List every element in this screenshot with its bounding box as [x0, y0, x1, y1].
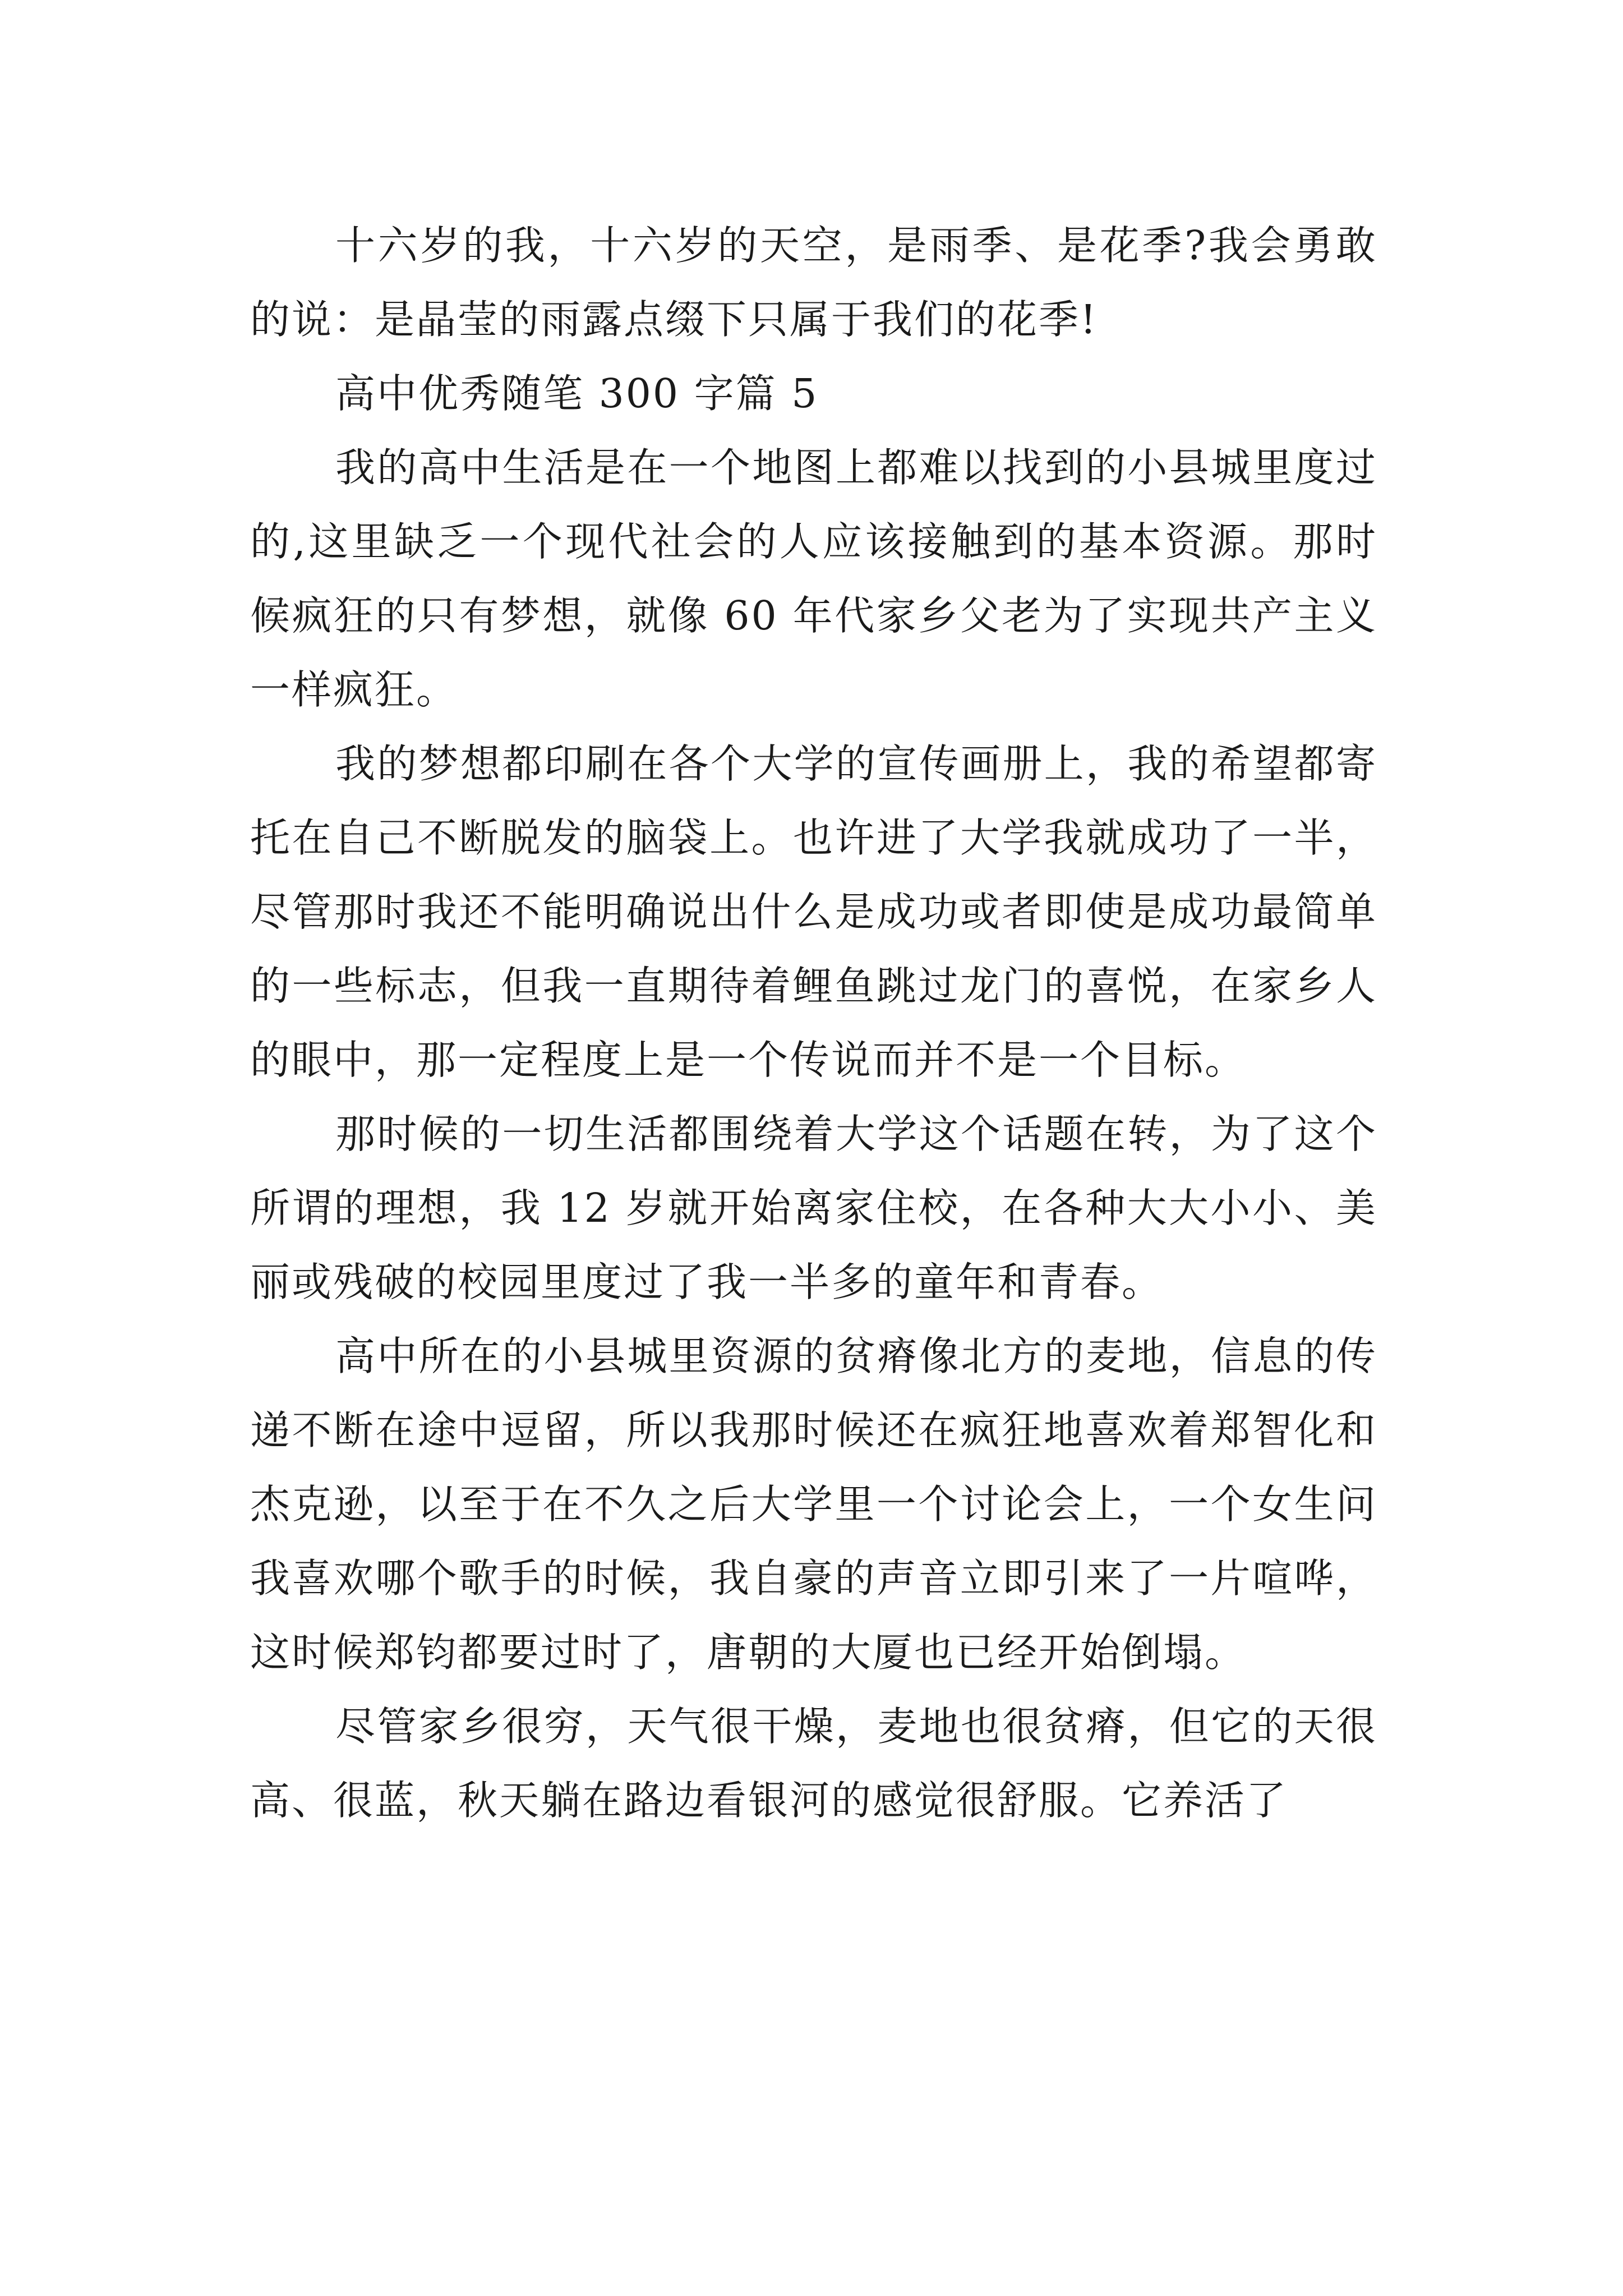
paragraph-4: 那时候的一切生活都围绕着大学这个话题在转，为了这个所谓的理想，我 12 岁就开始离家住校，在各种大大小小、美丽或残破的校园里度过了我一半多的童年和青春。 [250, 1111, 1377, 1305]
paragraph-1: 十六岁的我，十六岁的天空，是雨季、是花季?我会勇敢的说：是晶莹的雨露点缀下只属于我们的花季! [250, 222, 1377, 343]
paragraph-2: 我的高中生活是在一个地图上都难以找到的小县城里度过的,这里缺乏一个现代社会的人应该接触到的基本资源。那时候疯狂的只有梦想，就像 60 年代家乡父老为了实现共产主义一样疯狂。 [250, 444, 1377, 713]
section-heading: 高中优秀随笔 300 字篇 5 [335, 370, 819, 417]
document-body [250, 209, 1377, 1838]
paragraph-6: 尽管家乡很穷，天气很干燥，麦地也很贫瘠，但它的天很高、很蓝，秋天躺在路边看银河的感觉很舒服。它养活了 [250, 1703, 1377, 1824]
paragraph-3: 我的梦想都印刷在各个大学的宣传画册上，我的希望都寄托在自己不断脱发的脑袋上。也许进了大学我就成功了一半，尽管那时我还不能明确说出什么是成功或者即使是成功最简单的一些标志，但我一直期待着鲤鱼跳过龙门的喜悦，在家乡人的眼中，那一定程度上是一个传说而并不是一个目标。 [250, 740, 1377, 1083]
paragraph-5: 高中所在的小县城里资源的贫瘠像北方的麦地，信息的传递不断在途中逗留，所以我那时候还在疯狂地喜欢着郑智化和杰克逊，以至于在不久之后大学里一个讨论会上，一个女生问我喜欢哪个歌手的时候，我自豪的声音立即引来了一片喧哗，这时候郑钧都要过时了，唐朝的大厦也已经开始倒塌。 [250, 1333, 1377, 1676]
